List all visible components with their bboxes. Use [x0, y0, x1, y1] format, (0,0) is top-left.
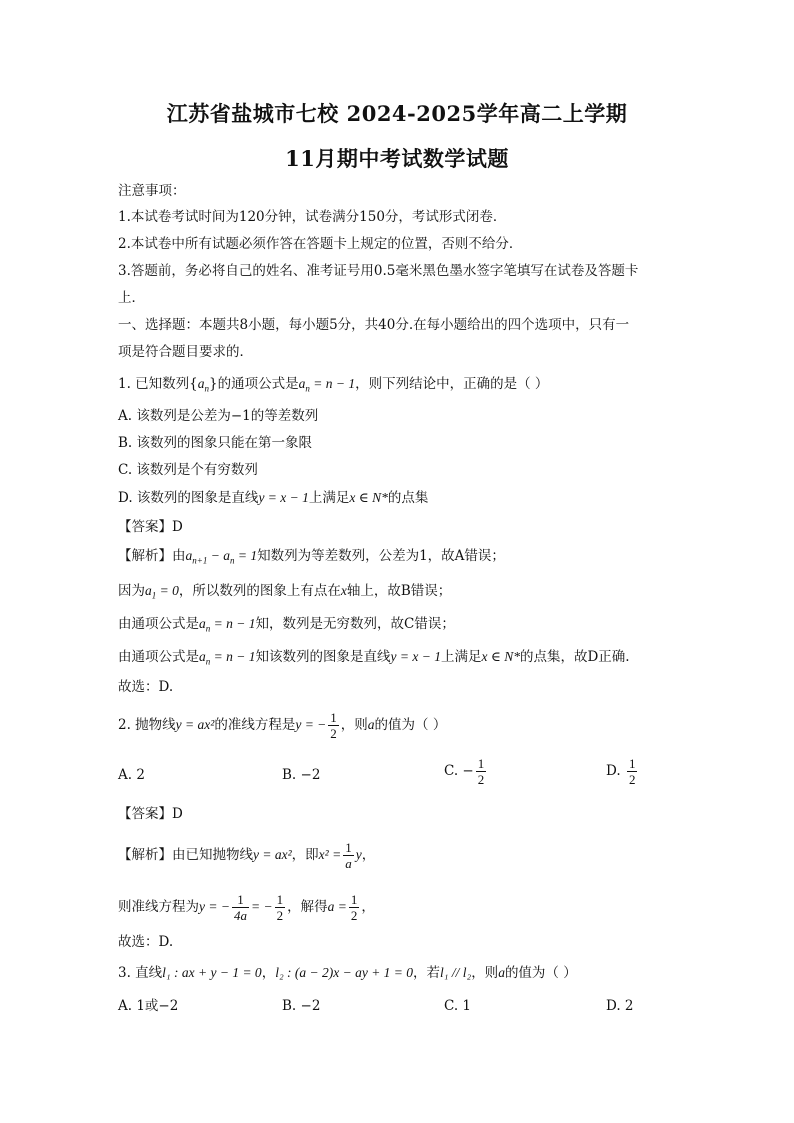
q1-analysis3-eq: = n − 1 [210, 616, 256, 631]
q2-option-c-label: C. − [444, 763, 474, 779]
q1-analysis4-text-a: 由通项公式是 [118, 649, 199, 665]
q2-analysis1-text-c: ， [361, 847, 376, 863]
q2-option-c-fraction [476, 756, 487, 787]
q1-analysis4-line: y = x − 1 [390, 649, 441, 664]
q2-analysis2-text-b: ，解得 [287, 899, 328, 915]
q2-analysis2-fraction3 [349, 892, 360, 923]
q1-stem-part-c: ，则下列结论中，正确的是（ ） [355, 376, 549, 392]
q1-seq-sub: n [204, 383, 210, 394]
q1-analysis2-text-b: ，所以数列的图象上有点在 [178, 583, 341, 599]
q2-analysis2-frac1-num: 1 [232, 892, 249, 908]
note-item-1: 1.本试卷考试时间为120分钟，试卷满分150分，考试形式闭卷． [118, 209, 507, 225]
q2-stem [118, 710, 446, 741]
q1-analysis-label: 【解析】 [118, 548, 172, 564]
q2-option-d-fraction [627, 756, 638, 787]
q2-stem-part-c: ，则 [340, 717, 368, 733]
q2-parabola: y = ax² [175, 717, 215, 732]
q1-analysis2-x: x [340, 583, 347, 598]
q1-formula-sub: n [305, 383, 310, 394]
q2-analysis2-frac3-den: 2 [350, 908, 358, 923]
q1-analysis1-text-b: 知数列为等差数列，公差为1，故A错误； [257, 548, 505, 564]
q1-analysis-line2 [118, 582, 451, 605]
q2-directrix-den: 2 [330, 726, 337, 741]
q1-option-d-part-c: 的点集 [387, 490, 429, 506]
q1-analysis4-eq: = n − 1 [210, 649, 256, 664]
q2-analysis1-text-b: ，即 [291, 847, 319, 863]
q1-analysis3-sub: n [205, 623, 211, 634]
q2-analysis2-frac3-num: 1 [350, 892, 358, 907]
q2-var-a: a [367, 717, 375, 732]
q1-analysis3-a: a [199, 616, 206, 631]
q1-option-a: A. 该数列是公差为−1的等差数列 [118, 408, 319, 424]
q2-analysis2-frac2-num: 1 [276, 892, 284, 907]
q1-option-b: B. 该数列的图象只能在第一象限 [118, 435, 313, 451]
q1-analysis4-text-b: 知该数列的图象是直线 [255, 649, 391, 665]
q2-analysis2-frac1-den: 4a [233, 908, 247, 923]
q2-analysis1-fraction [343, 840, 354, 871]
q2-option-d-den: 2 [628, 772, 636, 787]
q1-choose: 故选：D. [118, 679, 174, 695]
q2-option-a: A. 2 [118, 767, 145, 783]
q2-analysis2-fraction1 [232, 892, 249, 923]
q3-parallel: l₁ // l₂ [440, 965, 472, 980]
q2-option-c-num: 1 [477, 756, 485, 771]
q2-analysis2-text-c: ， [361, 899, 375, 915]
q1-analysis4-text-d: 的点集，故D正确. [519, 649, 630, 665]
q2-analysis2-lhs: y = − [199, 899, 230, 914]
q2-choose: 故选：D. [118, 934, 174, 950]
q2-analysis1-text-a: 由已知抛物线 [172, 847, 253, 863]
q3-option-d: D. 2 [606, 998, 634, 1014]
q3-stem [118, 964, 577, 982]
q2-analysis-line2 [118, 892, 375, 923]
note-item-3-line1: 3.答题前，务必将自己的姓名、准考证号用0.5毫米黑色墨水签字笔填写在试卷及答题卡 [118, 263, 639, 279]
q2-analysis2-eq: = − [250, 899, 273, 914]
q2-option-d-label: D. [606, 763, 621, 779]
q2-analysis1-lhs: x² = [318, 847, 342, 862]
q2-option-d [606, 756, 639, 787]
q1-analysis4-set: x ∈ N* [481, 649, 520, 664]
q3-stem-part-c: ，若 [413, 965, 441, 981]
q1-analysis3-text-a: 由通项公式是 [118, 616, 199, 632]
q1-stem [118, 375, 548, 398]
q1-analysis2-text-c: 轴上，故B错误； [346, 583, 452, 599]
q2-analysis-line1 [118, 840, 375, 871]
q3-option-a: A. 1或−2 [118, 998, 179, 1014]
q1-answer: 【答案】D [118, 519, 183, 535]
q2-analysis2-solve: a = [327, 899, 347, 914]
q1-formula: a [298, 376, 306, 391]
q2-option-d-num: 1 [628, 756, 636, 771]
q2-stem-part-d: 的值为（ ） [374, 717, 447, 733]
note-item-3-line2: 上． [118, 290, 145, 306]
q2-analysis2-text-a: 则准线方程为 [118, 899, 199, 915]
q1-analysis4-text-c: 上满足 [440, 649, 482, 665]
q3-stem-part-b: ， [261, 965, 276, 981]
q3-var-a: a [498, 965, 505, 980]
q1-stem-part-a: 1. 已知数列{ [118, 376, 198, 392]
section-1-line2: 项是符合题目要求的． [118, 344, 253, 360]
q1-analysis4-sub: n [205, 656, 211, 667]
note-item-2: 2.本试卷中所有试题必须作答在答题卡上规定的位置，否则不给分． [118, 236, 523, 252]
q3-stem-part-a: 3. 直线 [118, 965, 163, 981]
q2-analysis1-num: 1 [345, 840, 352, 855]
section-1-line1: 一、选择题：本题共8小题，每小题5分，共40分.在每小题给出的四个选项中，只有一 [118, 317, 630, 333]
q1-analysis2-text-a: 因为 [118, 583, 145, 599]
q2-directrix-fraction [328, 710, 339, 741]
q3-stem-part-e: 的值为（ ） [504, 965, 577, 981]
q2-answer: 【答案】D [118, 806, 183, 822]
q2-analysis1-y: y [355, 847, 362, 862]
q2-option-c [444, 756, 488, 787]
q3-option-c: C. 1 [444, 998, 472, 1014]
q1-analysis2-sub: 1 [151, 590, 157, 601]
q1-analysis-line1 [118, 547, 505, 570]
q1-formula-rest: = n − 1 [309, 376, 356, 391]
exam-title-line1: 江苏省盐城市七校 2024-2025学年高二上学期 [166, 101, 628, 126]
q1-analysis1-sub1: n+1 [192, 555, 208, 566]
q1-option-d [118, 489, 428, 507]
q1-stem-part-b: }的通项公式是 [209, 376, 299, 392]
q1-analysis3-text-b: 知，数列是无穷数列，故C错误； [255, 616, 455, 632]
notes-heading: 注意事项： [118, 183, 186, 199]
exam-title-line2: 11月期中考试数学试题 [285, 146, 509, 171]
q2-analysis2-frac2-den: 2 [276, 908, 284, 923]
q1-analysis1-eq: = 1 [234, 548, 258, 563]
q2-option-c-den: 2 [477, 772, 485, 787]
q2-analysis2-fraction2 [275, 892, 286, 923]
q2-analysis-label: 【解析】 [118, 847, 172, 863]
q1-analysis1-a: a [185, 548, 193, 563]
q2-option-b: B. −2 [282, 767, 321, 783]
q1-option-d-set: x ∈ N* [349, 490, 388, 505]
q3-option-b: B. −2 [282, 998, 321, 1014]
q1-option-c: C. 该数列是个有穷数列 [118, 462, 258, 478]
q2-analysis1-parabola: y = ax² [253, 847, 292, 862]
q3-line-l1: l₁ : ax + y − 1 = 0 [162, 965, 262, 980]
q2-stem-part-a: 2. 抛物线 [118, 717, 176, 733]
q2-directrix-num: 1 [330, 710, 337, 725]
q1-analysis4-a: a [199, 649, 206, 664]
q1-analysis-line3 [118, 615, 455, 638]
q1-analysis2-eq: = 0 [156, 583, 179, 598]
q1-seq-symbol: a [197, 376, 205, 391]
q1-option-d-part-a: D. 该数列的图象是直线 [118, 490, 259, 506]
q3-stem-part-d: ，则 [471, 965, 499, 981]
q3-line-l2: l₂ : (a − 2)x − ay + 1 = 0 [275, 965, 414, 980]
q1-analysis1-sub2: n [229, 555, 235, 566]
q1-analysis-line4 [118, 648, 630, 671]
q1-option-d-part-b: 上满足 [308, 490, 350, 506]
q2-stem-part-b: 的准线方程是 [214, 717, 296, 733]
q1-analysis1-text-a: 由 [172, 548, 186, 564]
q2-directrix-lhs: y = − [295, 717, 327, 732]
q1-option-d-line: y = x − 1 [258, 490, 309, 505]
q2-analysis1-den: a [345, 856, 352, 871]
q1-analysis1-minus: − a [207, 548, 230, 563]
q1-analysis2-a: a [145, 583, 152, 598]
